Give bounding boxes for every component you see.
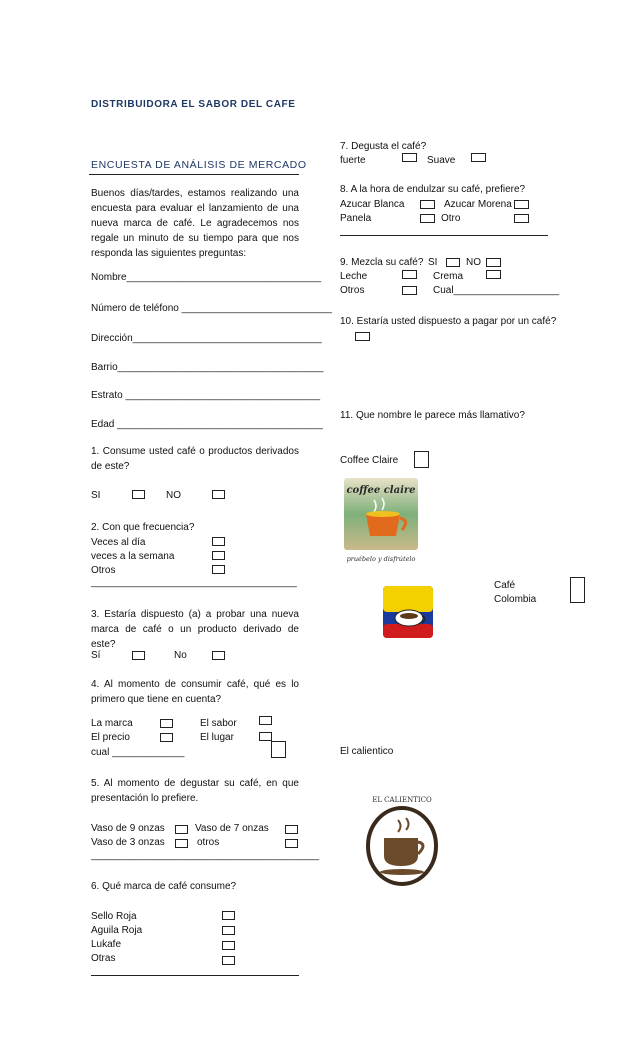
- coffee-claire-logo-image: [344, 478, 418, 566]
- field-edad[interactable]: Edad _____________________________________: [91, 419, 323, 430]
- cafe-colombia-logo: [383, 586, 433, 638]
- q3-si-checkbox[interactable]: [132, 651, 145, 660]
- q2-other-line[interactable]: _____________________________________: [91, 577, 297, 588]
- question-1: 1. Consume usted café o productos derivados de este?: [91, 446, 299, 472]
- question-7: 7. Degusta el café?: [340, 141, 427, 152]
- question-2: 2. Con que frecuencia?: [91, 522, 195, 533]
- q2-option-semana: veces a la semana: [91, 551, 175, 562]
- q8-morena-checkbox[interactable]: [514, 200, 529, 209]
- q4-marca-checkbox[interactable]: [160, 719, 173, 728]
- q2-semana-checkbox[interactable]: [212, 551, 225, 560]
- name-cafe-colombia-line1: Café: [494, 580, 516, 591]
- field-direccion[interactable]: Dirección__________________________________: [91, 333, 322, 344]
- q4-cual-checkbox[interactable]: [271, 741, 286, 758]
- q6-option-aguila-roja: Aguila Roja: [91, 925, 143, 936]
- section-title: ENCUESTA DE ANÁLISIS DE MERCADO: [91, 159, 307, 171]
- q7-suave-checkbox[interactable]: [471, 153, 486, 162]
- question-3: 3. Estaría dispuesto (a) a probar una nueva marca de café o un producto derivado de este?: [91, 609, 299, 650]
- question-4: 4. Al momento de consumir café, qué es lo primero que tiene en cuenta?: [91, 679, 299, 705]
- q7-option-suave: Suave: [427, 155, 456, 166]
- q9-option-otros: Otros: [340, 285, 365, 296]
- coffee-claire-checkbox[interactable]: [414, 451, 429, 468]
- q8-option-blanca: Azucar Blanca: [340, 199, 405, 210]
- el-calientico-brand-text: EL CALIENTICO: [372, 796, 432, 804]
- field-barrio[interactable]: Barrio_____________________________________: [91, 362, 324, 373]
- q5-7oz-checkbox[interactable]: [285, 825, 298, 834]
- q5-option-9oz: Vaso de 9 onzas: [91, 823, 165, 834]
- q7-option-fuerte: fuerte: [340, 155, 366, 166]
- q6-otras-checkbox[interactable]: [222, 956, 235, 965]
- q1-option-si: SI: [91, 490, 101, 501]
- q4-precio-checkbox[interactable]: [160, 733, 173, 742]
- q4-option-marca: La marca: [91, 718, 133, 729]
- coffee-claire-slogan: pruébelo y disfrútelo: [346, 555, 416, 563]
- q4-option-precio: El precio: [91, 732, 130, 743]
- q1-si-checkbox[interactable]: [132, 490, 145, 499]
- coffee-claire-brand-text: coffee claire: [346, 485, 416, 496]
- el-calientico-logo-image: [362, 792, 442, 888]
- q8-otro-checkbox[interactable]: [514, 214, 529, 223]
- q9-crema-checkbox[interactable]: [486, 270, 501, 279]
- q3-no-checkbox[interactable]: [212, 651, 225, 660]
- q9-option-no: NO: [466, 257, 481, 268]
- q9-option-crema: Crema: [433, 271, 464, 282]
- q5-other-line[interactable]: _________________________________________: [91, 850, 320, 861]
- name-coffee-claire: Coffee Claire: [340, 455, 399, 466]
- q3-option-si: Sí: [91, 650, 101, 661]
- field-estrato[interactable]: Estrato ___________________________________: [91, 390, 321, 401]
- q4-sabor-checkbox[interactable]: [259, 716, 272, 725]
- q6-option-lukafe: Lukafe: [91, 939, 122, 950]
- q1-no-checkbox[interactable]: [212, 490, 225, 499]
- cafe-colombia-checkbox[interactable]: [570, 577, 585, 603]
- q5-9oz-checkbox[interactable]: [175, 825, 188, 834]
- question-11: 11. Que nombre le parece más llamativo?: [340, 410, 525, 421]
- q5-option-7oz: Vaso de 7 onzas: [195, 823, 269, 834]
- q2-otros-checkbox[interactable]: [212, 565, 225, 574]
- q5-3oz-checkbox[interactable]: [175, 839, 188, 848]
- q6-lukafe-checkbox[interactable]: [222, 941, 235, 950]
- q9-option-leche: Leche: [340, 271, 368, 282]
- q2-option-dia: Veces al día: [91, 537, 146, 548]
- question-8: 8. A la hora de endulzar su café, prefiere?: [340, 184, 526, 195]
- q6-sello-roja-checkbox[interactable]: [222, 911, 235, 920]
- q7-fuerte-checkbox[interactable]: [402, 153, 417, 162]
- section-title-underline: [89, 174, 299, 175]
- coffee-claire-logo: [344, 478, 418, 566]
- q9-si-checkbox[interactable]: [446, 258, 460, 267]
- q8-other-line[interactable]: [340, 235, 548, 236]
- cafe-colombia-logo-image: [383, 586, 433, 638]
- intro-paragraph: Buenos días/tardes, estamos realizando una encuesta para evaluar el lanzamiento de una nueva marca de café. Le agradecemos nos regale un minuto de su tiempo para que nos responda las siguientes preguntas:: [91, 188, 299, 259]
- name-el-calientico: El calientico: [340, 746, 394, 757]
- q6-other-line[interactable]: [91, 975, 299, 976]
- q8-option-morena: Azucar Morena: [444, 199, 512, 210]
- q8-option-otro: Otro: [441, 213, 461, 224]
- q1-option-no: NO: [166, 490, 181, 501]
- q9-leche-checkbox[interactable]: [402, 270, 417, 279]
- document-title: DISTRIBUIDORA EL SABOR DEL CAFE: [91, 99, 296, 110]
- q6-aguila-roja-checkbox[interactable]: [222, 926, 235, 935]
- q4-cual-line[interactable]: cual _____________: [91, 747, 185, 758]
- q8-blanca-checkbox[interactable]: [420, 200, 435, 209]
- q8-option-panela: Panela: [340, 213, 372, 224]
- q5-otros-checkbox[interactable]: [285, 839, 298, 848]
- q4-option-sabor: El sabor: [200, 718, 237, 729]
- field-nombre[interactable]: Nombre___________________________________: [91, 272, 322, 283]
- q6-option-otras: Otras: [91, 953, 116, 964]
- q3-option-no: No: [174, 650, 187, 661]
- q2-option-otros: Otros: [91, 565, 116, 576]
- question-6: 6. Qué marca de café consume?: [91, 881, 237, 892]
- q10-checkbox[interactable]: [355, 332, 370, 341]
- question-9: 9. Mezcla su café?: [340, 257, 424, 268]
- name-cafe-colombia-line2: Colombia: [494, 594, 537, 605]
- q8-panela-checkbox[interactable]: [420, 214, 435, 223]
- q9-cual-line[interactable]: Cual___________________: [433, 285, 560, 296]
- q6-option-sello-roja: Sello Roja: [91, 911, 137, 922]
- q9-no-checkbox[interactable]: [486, 258, 501, 267]
- field-telefono[interactable]: Número de teléfono ___________________________: [91, 303, 332, 314]
- q9-option-si: SI: [428, 257, 438, 268]
- q4-lugar-checkbox[interactable]: [259, 732, 272, 741]
- q9-otros-checkbox[interactable]: [402, 286, 417, 295]
- q5-option-3oz: Vaso de 3 onzas: [91, 837, 165, 848]
- q5-option-otros: otros: [197, 837, 220, 848]
- question-10: 10. Estaría usted dispuesto a pagar por un café?: [340, 316, 557, 327]
- question-5: 5. Al momento de degustar su café, en que presentación lo prefiere.: [91, 778, 299, 804]
- el-calientico-logo: [362, 792, 442, 888]
- q4-option-lugar: El lugar: [200, 732, 234, 743]
- q2-dia-checkbox[interactable]: [212, 537, 225, 546]
